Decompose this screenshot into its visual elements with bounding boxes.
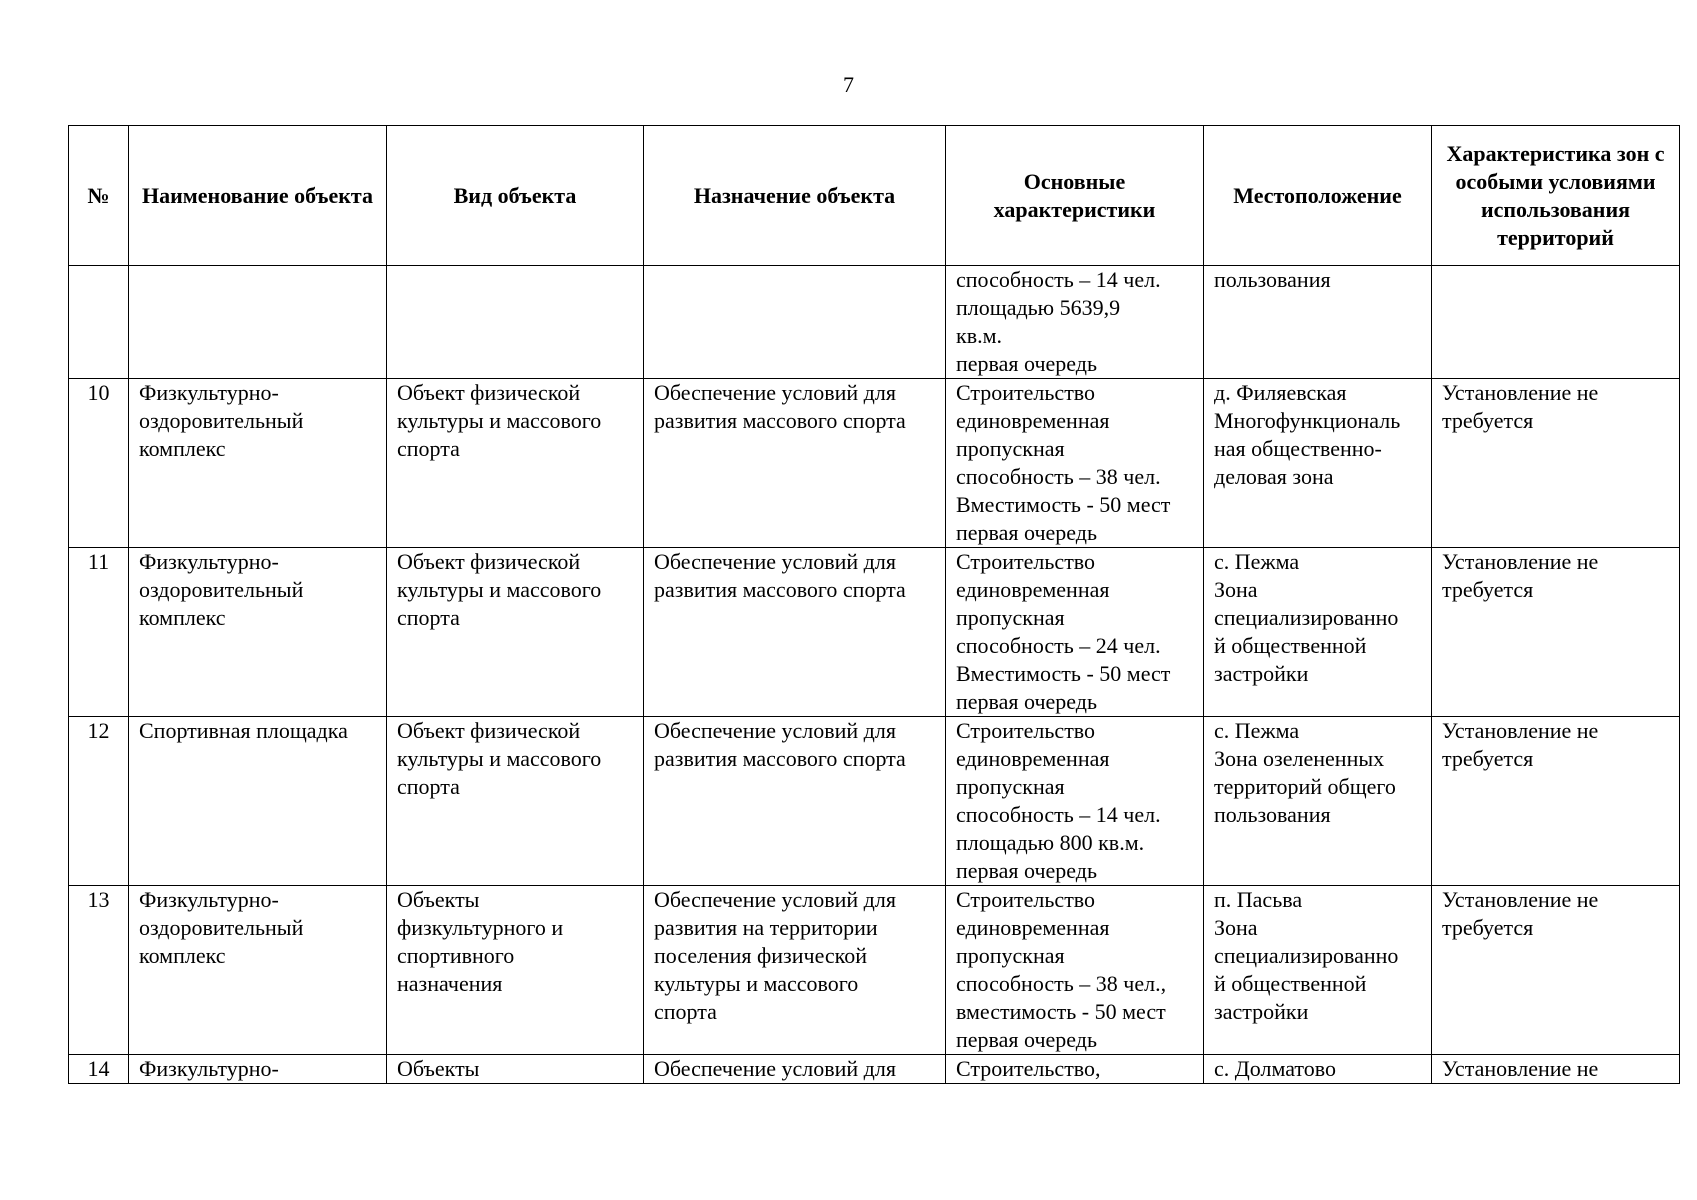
cell-line: способность – 38 чел.,	[956, 971, 1167, 996]
cell-zones	[1432, 548, 1680, 717]
cell-line: культуры и массового	[654, 971, 859, 996]
table-row	[69, 1055, 1680, 1084]
column-header-location: Местоположение	[1204, 126, 1432, 266]
cell-location	[1204, 886, 1432, 1055]
cell-line: Многофункциональ	[1214, 408, 1401, 433]
cell-line: застройки	[1214, 661, 1309, 686]
cell-line: вместимость - 50 мест	[956, 999, 1166, 1024]
cell-line: специализированно	[1214, 943, 1399, 968]
cell-line: Строительство	[956, 549, 1096, 574]
cell-name	[129, 266, 387, 379]
cell-purpose	[644, 548, 946, 717]
cell-line: Обеспечение условий для	[654, 718, 896, 743]
cell-type	[387, 379, 644, 548]
cell-line: пропускная	[956, 774, 1065, 799]
cell-num	[69, 266, 129, 379]
cell-line: спорта	[654, 999, 717, 1024]
cell-num: 12	[69, 717, 129, 886]
cell-line: развития массового спорта	[654, 408, 906, 433]
cell-type	[387, 266, 644, 379]
column-header-type: Вид объекта	[387, 126, 644, 266]
cell-line: культуры и массового	[397, 408, 602, 433]
cell-line: Зона	[1214, 915, 1258, 940]
cell-specs	[946, 717, 1204, 886]
cell-specs	[946, 379, 1204, 548]
cell-line: площадью 800 кв.м.	[956, 830, 1145, 855]
cell-line: культуры и массового	[397, 577, 602, 602]
cell-line: специализированно	[1214, 605, 1399, 630]
cell-line: комплекс	[139, 605, 226, 630]
cell-line: Обеспечение условий для	[654, 1056, 896, 1081]
cell-name	[129, 548, 387, 717]
cell-line: первая очередь	[956, 689, 1097, 714]
cell-line: с. Пежма	[1214, 549, 1300, 574]
table-row	[69, 379, 1680, 548]
cell-location	[1204, 266, 1432, 379]
cell-line: застройки	[1214, 999, 1309, 1024]
cell-line: оздоровительный	[139, 408, 304, 433]
cell-zones	[1432, 717, 1680, 886]
cell-location	[1204, 1055, 1432, 1084]
cell-line: площадью 5639,9	[956, 295, 1121, 320]
cell-line: Объекты	[397, 887, 480, 912]
cell-line: требуется	[1442, 577, 1534, 602]
cell-line: д. Филяевская	[1214, 380, 1347, 405]
cell-line: назначения	[397, 971, 503, 996]
cell-line: единовременная	[956, 746, 1110, 771]
table-header-row	[69, 126, 1680, 266]
cell-line: развития на территории	[654, 915, 878, 940]
cell-line: спортивного	[397, 943, 515, 968]
cell-line: требуется	[1442, 746, 1534, 771]
cell-zones	[1432, 266, 1680, 379]
cell-line: физкультурного и	[397, 915, 564, 940]
cell-location	[1204, 717, 1432, 886]
table-row	[69, 548, 1680, 717]
cell-line: культуры и массового	[397, 746, 602, 771]
cell-line: Строительство	[956, 718, 1096, 743]
cell-line: Физкультурно-	[139, 1056, 279, 1081]
table-row	[69, 717, 1680, 886]
cell-zones	[1432, 1055, 1680, 1084]
cell-line: оздоровительный	[139, 915, 304, 940]
cell-line: Установление не	[1442, 380, 1599, 405]
cell-line: Строительство,	[956, 1056, 1101, 1081]
cell-line: Строительство	[956, 887, 1096, 912]
cell-line: Установление не	[1442, 1056, 1599, 1081]
cell-line: способность – 14 чел.	[956, 802, 1161, 827]
cell-line: спорта	[397, 436, 460, 461]
cell-line: комплекс	[139, 943, 226, 968]
cell-name	[129, 379, 387, 548]
cell-line: деловая зона	[1214, 464, 1334, 489]
cell-name	[129, 717, 387, 886]
cell-line: развития массового спорта	[654, 746, 906, 771]
table-body	[69, 266, 1680, 1084]
cell-zones	[1432, 886, 1680, 1055]
cell-line: первая очередь	[956, 351, 1097, 376]
cell-location	[1204, 548, 1432, 717]
cell-line: спорта	[397, 774, 460, 799]
cell-line: Объект физической	[397, 380, 581, 405]
cell-line: Физкультурно-	[139, 549, 279, 574]
cell-location	[1204, 379, 1432, 548]
cell-purpose	[644, 717, 946, 886]
cell-name	[129, 1055, 387, 1084]
cell-num: 11	[69, 548, 129, 717]
cell-num: 13	[69, 886, 129, 1055]
cell-line: способность – 24 чел.	[956, 633, 1161, 658]
cell-name	[129, 886, 387, 1055]
column-header-zones: Характеристика зон с особыми условиями использования территорий	[1432, 126, 1680, 266]
cell-line: Вместимость - 50 мест	[956, 492, 1171, 517]
cell-line: Обеспечение условий для	[654, 380, 896, 405]
cell-purpose	[644, 266, 946, 379]
cell-line: пользования	[1214, 267, 1331, 292]
cell-purpose	[644, 379, 946, 548]
cell-line: пропускная	[956, 943, 1065, 968]
cell-line: Физкультурно-	[139, 887, 279, 912]
cell-line: пропускная	[956, 436, 1065, 461]
cell-line: оздоровительный	[139, 577, 304, 602]
cell-line: Установление не	[1442, 549, 1599, 574]
cell-line: й общественной	[1214, 971, 1367, 996]
cell-line: пропускная	[956, 605, 1065, 630]
column-header-num: №	[69, 126, 129, 266]
cell-line: требуется	[1442, 408, 1534, 433]
cell-line: Обеспечение условий для	[654, 549, 896, 574]
cell-type	[387, 1055, 644, 1084]
cell-line: Объект физической	[397, 718, 581, 743]
column-header-purpose: Назначение объекта	[644, 126, 946, 266]
cell-line: первая очередь	[956, 858, 1097, 883]
cell-line: территорий общего	[1214, 774, 1396, 799]
cell-line: Объект физической	[397, 549, 581, 574]
cell-type	[387, 717, 644, 886]
column-header-specs: Основные характеристики	[946, 126, 1204, 266]
cell-line: способность – 38 чел.	[956, 464, 1161, 489]
cell-line: с. Пежма	[1214, 718, 1300, 743]
cell-line: с. Долматово	[1214, 1056, 1336, 1081]
cell-line: требуется	[1442, 915, 1534, 940]
cell-line: Объекты	[397, 1056, 480, 1081]
cell-line: единовременная	[956, 408, 1110, 433]
cell-line: ная общественно-	[1214, 436, 1382, 461]
table-row	[69, 886, 1680, 1055]
cell-purpose	[644, 1055, 946, 1084]
cell-line: Физкультурно-	[139, 380, 279, 405]
cell-num: 10	[69, 379, 129, 548]
cell-line: Вместимость - 50 мест	[956, 661, 1171, 686]
cell-line: развития массового спорта	[654, 577, 906, 602]
cell-zones	[1432, 379, 1680, 548]
table-row	[69, 266, 1680, 379]
column-header-name: Наименование объекта	[129, 126, 387, 266]
cell-line: Спортивная площадка	[139, 718, 348, 743]
cell-type	[387, 886, 644, 1055]
objects-table	[68, 125, 1680, 1084]
cell-line: Установление не	[1442, 718, 1599, 743]
cell-line: Установление не	[1442, 887, 1599, 912]
cell-line: й общественной	[1214, 633, 1367, 658]
cell-line: единовременная	[956, 915, 1110, 940]
cell-line: поселения физической	[654, 943, 868, 968]
cell-line: п. Пасьва	[1214, 887, 1303, 912]
cell-line: единовременная	[956, 577, 1110, 602]
cell-purpose	[644, 886, 946, 1055]
cell-line: комплекс	[139, 436, 226, 461]
cell-specs	[946, 548, 1204, 717]
cell-specs	[946, 886, 1204, 1055]
page-number: 7	[843, 72, 854, 97]
cell-line: Зона	[1214, 577, 1258, 602]
cell-type	[387, 548, 644, 717]
cell-line: первая очередь	[956, 520, 1097, 545]
cell-line: способность – 14 чел.	[956, 267, 1161, 292]
cell-line: первая очередь	[956, 1027, 1097, 1052]
cell-line: Зона озелененных	[1214, 746, 1385, 771]
cell-specs	[946, 1055, 1204, 1084]
cell-specs	[946, 266, 1204, 379]
cell-line: спорта	[397, 605, 460, 630]
cell-num: 14	[69, 1055, 129, 1084]
cell-line: кв.м.	[956, 323, 1002, 348]
cell-line: Строительство	[956, 380, 1096, 405]
cell-line: пользования	[1214, 802, 1331, 827]
cell-line: Обеспечение условий для	[654, 887, 896, 912]
